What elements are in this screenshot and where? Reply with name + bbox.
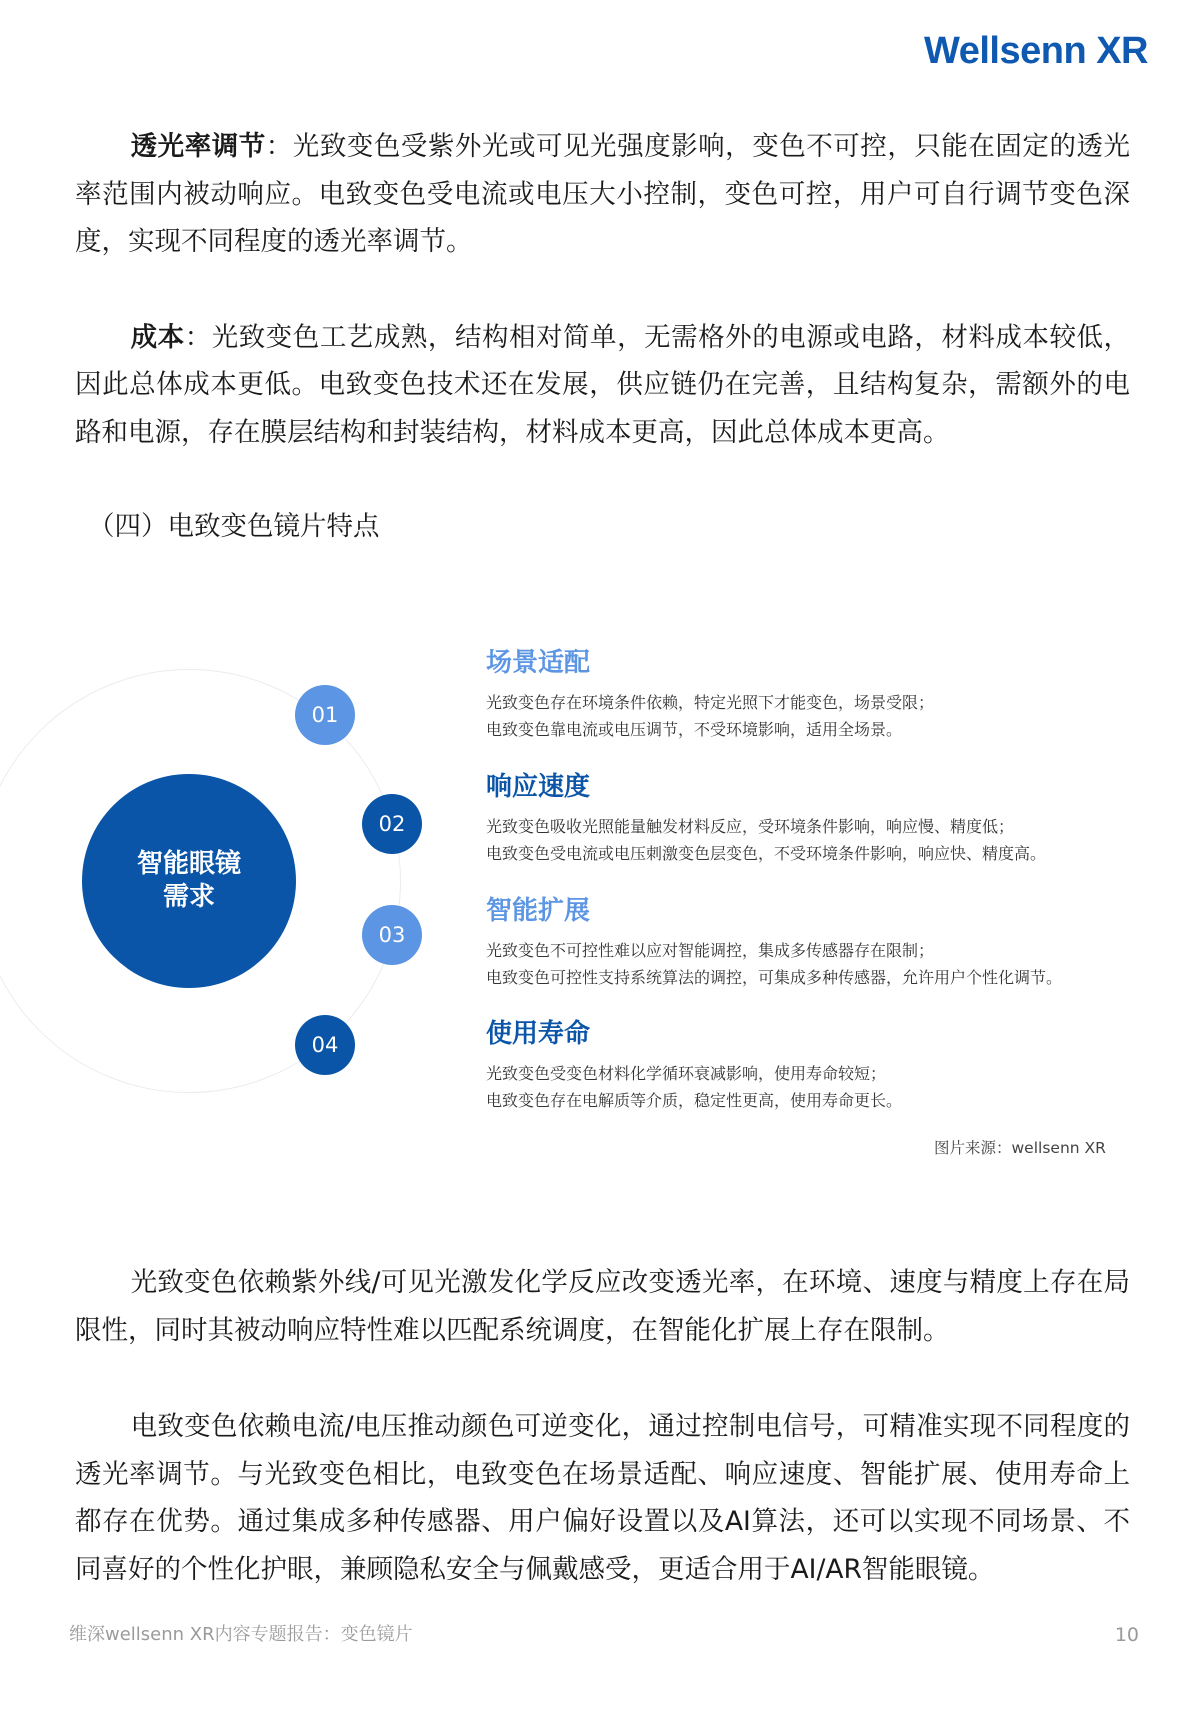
feature-item <box>486 894 1146 991</box>
number-badge: 02 <box>362 794 422 854</box>
feature-item <box>486 1017 1146 1114</box>
feature-title: 智能扩展 <box>486 896 591 926</box>
feature-desc: 电致变色存在电解质等介质，稳定性更高，使用寿命更长。 <box>486 1091 903 1110</box>
feature-desc: 光致变色不可控性难以应对智能调控，集成多传感器存在限制； <box>486 941 935 960</box>
center-label: 需求 <box>162 882 215 912</box>
feature-desc: 电致变色靠电流或电压调节，不受环境影响，适用全场景。 <box>486 720 903 739</box>
paragraph-cost <box>75 314 1130 457</box>
paragraph-lead: 成本 <box>130 321 185 353</box>
number-badge: 01 <box>295 685 355 745</box>
wellsenn-logo: Wellsenn XR <box>924 30 1148 72</box>
paragraph-electrochromic: 电致变色依赖电流/电压推动颜色可逆变化，通过控制电信号，可精准实现不同程度的透光率调节。与光致变色相比，电致变色在场景适配、响应速度、智能扩展、使用寿命上都存在优势。通过集成多种传感器、用户偏好设置以及AI算法，还可以实现不同场景、不同喜好的个性化护眼，兼顾隐私安全与佩戴感受，更适合用于AI/AR智能眼镜。 <box>75 1411 1130 1585</box>
feature-desc: 光致变色存在环境条件依赖，特定光照下才能变色，场景受限； <box>486 693 935 712</box>
page-content <box>69 123 1139 1648</box>
paragraph-lead: 透光率调节 <box>130 131 266 162</box>
feature-title: 使用寿命 <box>486 1019 591 1049</box>
paragraph-transmittance <box>75 123 1130 266</box>
center-label: 智能眼镜 <box>136 849 241 879</box>
feature-desc: 电致变色可控性支持系统算法的调控，可集成多种传感器，允许用户个性化调节。 <box>486 968 1063 987</box>
feature-title: 响应速度 <box>486 772 591 802</box>
footer-title: 维深wellsenn XR内容专题报告：变色镜片 <box>69 1624 413 1645</box>
feature-title: 场景适配 <box>486 648 591 678</box>
feature-desc: 光致变色吸收光照能量触发材料反应，受环境条件影响，响应慢、精度低； <box>486 817 1015 836</box>
paragraph-text: ：光致变色受紫外光或可见光强度影响，变色不可控，只能在固定的透光率范围内被动响应。电致变色受电流或电压大小控制，变色可控，用户可自行调节变色深度，实现不同程度的透光率调节。 <box>75 131 1131 257</box>
page-footer <box>69 1622 1139 1648</box>
feature-item <box>486 646 1146 743</box>
feature-desc: 光致变色受变色材料化学循环衰减影响，使用寿命较短； <box>486 1064 887 1083</box>
feature-item <box>486 770 1146 867</box>
section-heading: （四）电致变色镜片特点 <box>88 511 380 542</box>
page-number: 10 <box>1114 1624 1139 1646</box>
paragraph-text: ：光致变色工艺成熟，结构相对简单，无需格外的电源或电路，材料成本较低，因此总体成本更低。电致变色技术还在发展，供应链仍在完善，且结构复杂，需额外的电路和电源，存在膜层结构和封装结构，材料成本更高，因此总体成本更高。 <box>75 321 1131 448</box>
number-badge: 03 <box>362 905 422 965</box>
number-badge: 04 <box>295 1015 355 1075</box>
features-diagram <box>75 546 1130 1259</box>
feature-desc: 电致变色受电流或电压刺激变色层变色，不受环境条件影响，响应快、精度高。 <box>486 844 1047 863</box>
center-circle <box>82 774 296 988</box>
image-source: 图片来源：wellsenn XR <box>934 1139 1106 1157</box>
paragraph-photochromic: 光致变色依赖紫外线/可见光激发化学反应改变透光率，在环境、速度与精度上存在局限性，同时其被动响应特性难以匹配系统调度，在智能化扩展上存在限制。 <box>75 1267 1130 1346</box>
